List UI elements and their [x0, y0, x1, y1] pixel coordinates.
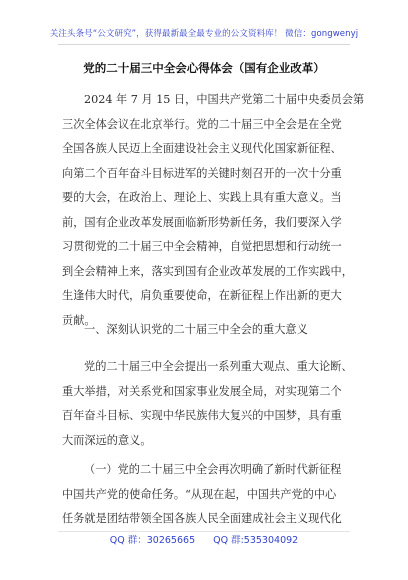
- paragraph-line: 中国共产党的使命任务。“从现在起，中国共产党的中心: [62, 487, 337, 501]
- paragraph-line: 生逢伟大时代，肩负重要使命，在新征程上作出新的更大: [62, 289, 342, 302]
- section-heading: 一、深刻认识党的二十届三中全会的重大意义: [84, 323, 308, 336]
- paragraph-intro: [62, 88, 365, 333]
- paragraph-line: 党的二十届三中全会提出一系列重大观点、重大论断、: [84, 360, 353, 373]
- document-title: 党的二十届三中全会心得体会（国有企业改革）: [83, 61, 325, 75]
- paragraph-line: 前，国有企业改革发展面临新形势新任务，我们要深入学: [62, 215, 342, 229]
- paragraph-line: （一）党的二十届三中全会再次明确了新时代新征程: [84, 463, 342, 476]
- paragraph-line: 2024 年 7 月 15 日，中国共产党第二十届中央委员会第: [84, 93, 365, 106]
- paragraph-line: 任务就是团结带领全国各族人民全面建成社会主义现代化: [62, 512, 342, 525]
- header-banner-link[interactable]: 关注头条号“公文研究”，获得最新最全最专业的公文资料库！ 微信：gongwenyj: [49, 29, 359, 39]
- paragraph-line: 贡献。: [62, 313, 96, 327]
- paragraph-line: 向第二个百年奋斗目标进军的关键时刻召开的一次十分重: [62, 166, 342, 180]
- paragraph-line: 百年奋斗目标、实现中华民族伟大复兴的中国梦，具有重: [62, 409, 342, 422]
- paragraph-line: 重大举措，对关系党和国家事业发展全局，对实现第二个: [62, 384, 342, 398]
- paragraph-line: 要的大会，在政治上、理论上、实践上具有重大意义。当: [62, 191, 342, 204]
- paragraph-mission: [62, 458, 348, 532]
- qq-group-1[interactable]: QQ 群：30265665: [109, 535, 196, 546]
- qq-group-2[interactable]: QQ 群:535304092: [213, 535, 299, 546]
- paragraph-line: 大而深远的意义。: [62, 433, 152, 447]
- header-divider: [58, 44, 350, 45]
- paragraph-significance: [62, 355, 353, 453]
- paragraph-line: 三次全体会议在北京举行。党的二十届三中全会是在全党: [62, 117, 342, 131]
- footer-qq-groups: [0, 532, 408, 546]
- paragraph-line: 全国各族人民迈上全面建设社会主义现代化国家新征程、: [62, 142, 342, 155]
- paragraph-line: 习贯彻党的二十届三中全会精神，自觉把思想和行动统一: [62, 240, 342, 253]
- paragraph-line: 到全会精神上来，落实到国有企业改革发展的工作实践中，: [62, 264, 353, 278]
